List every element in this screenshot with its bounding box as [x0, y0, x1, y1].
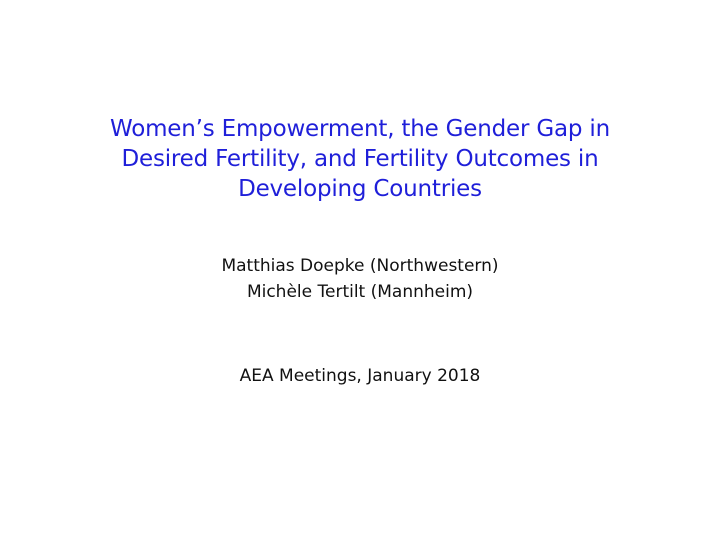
- author-2: Michèle Tertilt (Mannheim): [246, 282, 474, 302]
- title-line-1: Women’s Empowerment, the Gender Gap in: [110, 116, 610, 142]
- author-1: Matthias Doepke (Northwestern): [221, 256, 499, 276]
- event-date: AEA Meetings, January 2018: [239, 366, 481, 386]
- title-line-2: Desired Fertility, and Fertility Outcomes in: [121, 146, 599, 172]
- slide-title: [0, 114, 720, 204]
- title-line-3: Developing Countries: [238, 176, 482, 202]
- authors: [0, 253, 720, 305]
